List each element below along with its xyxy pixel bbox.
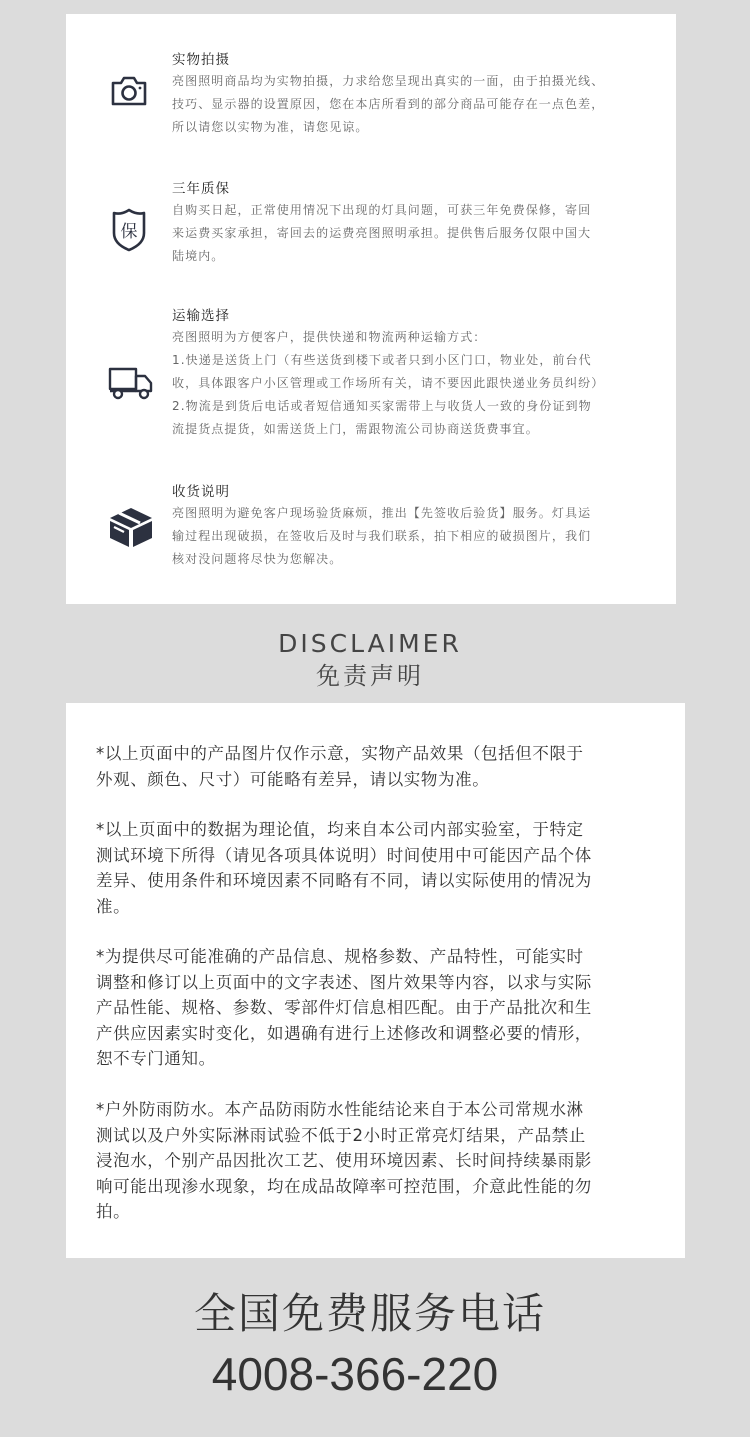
info-line: 亮图照明为避免客户现场验货麻烦，推出【先签收后验货】服务。灯具运 (172, 506, 592, 520)
disclaimer-line: 产品性能、规格、参数、零部件灯信息相匹配。由于产品批次和生 (96, 998, 592, 1017)
disclaimer-line: 外观、颜色、尺寸）可能略有差异，请以实物为准。 (96, 769, 490, 789)
info-body (172, 502, 652, 571)
info-line: 收，具体跟客户小区管理或工作场所有关，请不要因此跟快递业务员纠纷） (172, 376, 605, 390)
disclaimer-card (66, 703, 685, 1258)
disclaimer-line: *为提供尽可能准确的产品信息、规格参数、产品特性，可能实时 (96, 947, 584, 966)
disclaimer-paragraph (96, 1097, 676, 1225)
disclaimer-line: 准。 (96, 896, 131, 916)
disclaimer-line: *户外防雨防水。本产品防雨防水性能结论来自于本公司常规水淋 (96, 1100, 584, 1119)
hotline-number[interactable]: 4008-366-220 (211, 1348, 499, 1400)
info-line: 亮图照明商品均为实物拍摄，力求给您呈现出真实的一面，由于拍摄光线、 (172, 74, 605, 88)
info-line: 亮图照明为方便客户，提供快递和物流两种运输方式： (172, 330, 487, 344)
disclaimer-line: 恕不专门通知。 (96, 1049, 216, 1068)
info-body (172, 199, 652, 268)
info-line: 核对没问题将尽快为您解决。 (172, 552, 343, 566)
info-body (172, 326, 652, 441)
info-line: 来运费买家承担，寄回去的运费亮图照明承担。提供售后服务仅限中国大 (172, 226, 592, 240)
info-line: 2.物流是到货后电话或者短信通知买家需带上与收货人一致的身份证到物 (172, 399, 592, 413)
disclaimer-line: 拍。 (96, 1202, 131, 1221)
info-line: 1.快递是送货上门（有些送货到楼下或者只到小区门口，物业处，前台代 (172, 353, 592, 367)
disclaimer-line: 浸泡水，个别产品因批次工艺、使用环境因素、长时间持续暴雨影 (96, 1151, 592, 1170)
hotline-title: 全国免费服务电话 (193, 1289, 546, 1338)
info-body (172, 70, 652, 139)
disclaimer-line: 响可能出现渗水现象，均在成品故障率可控范围，介意此性能的勿 (96, 1176, 592, 1196)
info-title: 运输选择 (172, 308, 230, 324)
camera-icon (106, 68, 152, 114)
package-box-icon (106, 504, 156, 550)
disclaimer-title-en: DISCLAIMER (278, 629, 462, 658)
delivery-truck-icon (106, 360, 156, 406)
disclaimer-paragraph (96, 944, 676, 1072)
info-line: 技巧、显示器的设置原因，您在本店所看到的部分商品可能存在一点色差， (172, 97, 605, 111)
svg-text:保: 保 (120, 222, 138, 242)
info-title: 实物拍摄 (172, 52, 230, 68)
service-info-card (66, 14, 676, 604)
disclaimer-line: *以上页面中的产品图片仅作示意，实物产品效果（包括但不限于 (96, 744, 584, 763)
disclaimer-line: 差异、使用条件和环境因素不同略有不同，请以实际使用的情况为 (96, 871, 592, 890)
info-title: 三年质保 (172, 181, 230, 197)
info-line: 输过程出现破损，在签收后及时与我们联系，拍下相应的破损图片，我们 (172, 529, 592, 543)
disclaimer-line: 产供应因素实时变化，如遇确有进行上述修改和调整必要的情形， (96, 1023, 592, 1043)
disclaimer-title-cn: 免责声明 (316, 662, 424, 690)
disclaimer-paragraph (96, 817, 676, 919)
disclaimer-line: 测试以及户外实际淋雨试验不低于2小时正常亮灯结果，产品禁止 (96, 1125, 586, 1145)
disclaimer-line: *以上页面中的数据为理论值，均来自本公司内部实验室，于特定 (96, 820, 584, 839)
info-line: 所以请您以实物为准，请您见谅。 (172, 120, 369, 134)
disclaimer-line: 测试环境下所得（请见各项具体说明）时间使用中可能因产品个体 (96, 845, 592, 865)
info-line: 流提货点提货，如需送货上门，需跟物流公司协商送货费事宜。 (172, 422, 539, 436)
warranty-shield-icon (106, 207, 152, 253)
disclaimer-paragraph (96, 741, 676, 792)
info-title: 收货说明 (172, 484, 230, 500)
info-line: 自购买日起，正常使用情况下出现的灯具问题，可获三年免费保修，寄回 (172, 203, 592, 217)
disclaimer-line: 调整和修订以上页面中的文字表述、图片效果等内容，以求与实际 (96, 972, 592, 992)
disclaimer-heading (0, 627, 740, 691)
info-line: 陆境内。 (172, 249, 225, 263)
